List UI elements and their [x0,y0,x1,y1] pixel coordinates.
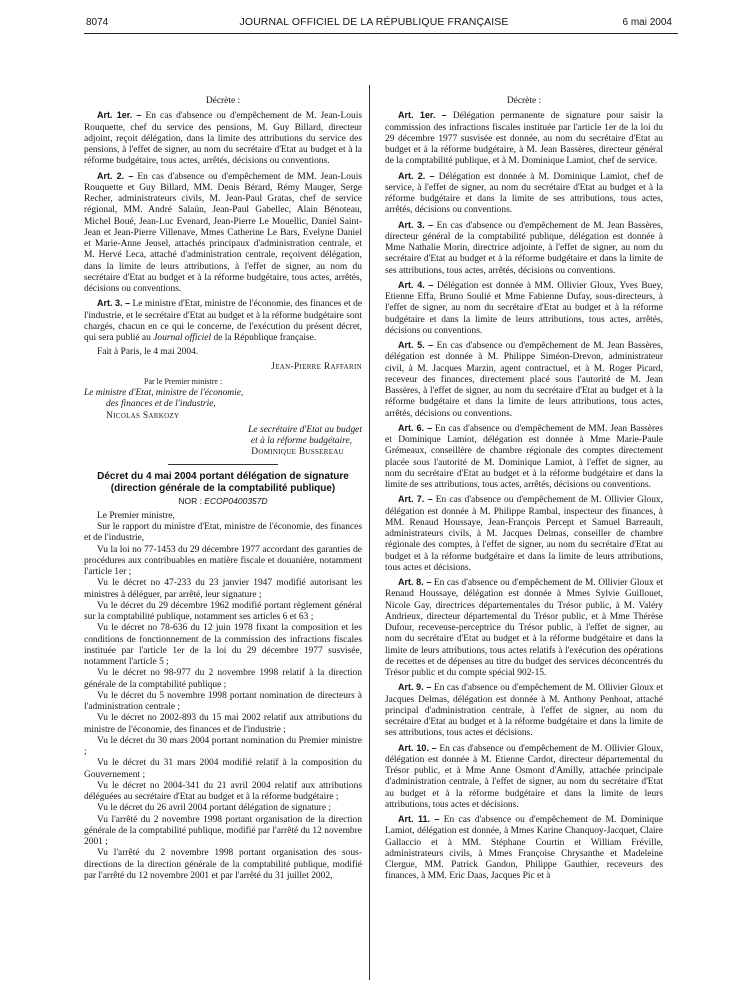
article-text: En cas d'absence ou d'empêchement de M. Jean Bassères, délégation est donnée à M. Philippe Siméon-Drevon, administrateur civil, à M. Jacques Marzin, agent contractuel, et à M. Roger Picard, receveur des finances, directement placé sous l'autorité de M. Jean Bassères, à l'effet de signer, au nom du secrétaire d'Etat au budget et à la réforme budgétaire et dans la limite de leurs attributions, tous actes, arrêtés, décisions ou conventions. [385,341,663,419]
visa-item: Vu l'arrêté du 2 novembre 1998 portant organisation des sous-directions de la direction générale de la comptabilité publique, modifié par l'arrêté du 12 novembre 2001 et par l'arrêté du 31 juillet 2002, [84,848,362,881]
header-rule [84,33,678,34]
nor-code: ECOP0400357D [204,495,268,506]
secretary-title-line-2: et à la réforme budgétaire, [250,436,352,446]
article [385,280,663,337]
article [385,494,663,574]
article [385,577,663,679]
signing-place-date: Fait à Paris, le 4 mai 2004. [97,347,199,358]
article-text: Le ministre d'Etat, ministre de l'économie, des finances et de l'industrie, et le secrétaire d'Etat au budget et à la réforme budgétaire sont chargés, chacun en ce qui le concerne, de l'exécution du présent décret, qui sera publié au [84,299,363,343]
article-1 [84,110,362,167]
visa-item: Sur le rapport du ministre d'Etat, ministre de l'économie, des finances et de l'industrie, [84,522,362,544]
article-label: Art. 3. – [398,219,434,230]
article [385,340,663,420]
article-text: En cas d'absence ou d'empêchement de M. Dominique Lamiot, délégation est donnée, à Mmes Karine Chanquoy-Jacquet, Claire Gallaccio et à MM. Stéphane Courtin et William Fréville, administrateurs civils, à Mmes Françoise Chrysanthe et Madeleine Clergue, MM. Patrick Gandon, Philippe Gauthier, receveurs des finances, à MM. Eric Daas, Jacques Pic et à [385,815,664,882]
article-label: Art. 10. – [398,742,437,753]
visa-item: Le Premier ministre, [97,510,175,521]
article [385,743,663,812]
visa-item: Vu la loi no 77-1453 du 29 décembre 1977 accordant des garanties de procédures aux contribuables en matière fiscale et douanière, notamment l'article 1er ; [84,544,362,577]
issue-date: 6 mai 2004 [622,17,672,28]
decrete-heading: Décrète : [205,96,241,106]
article-text: Délégation est donnée à MM. Ollivier Gloux, Yves Buey, Etienne Effa, Bruno Soulié et Mme Fabienne Dufay, sous-directeurs, à l'effet de signer, au nom du secrétaire d'Etat au budget et à la réforme budgétaire et dans la limite de leurs attributions, tous actes, arrêtés, décisions ou conventions. [385,280,664,336]
visa-item: Vu le décret no 78-636 du 12 juin 1978 fixant la composition et les conditions de fonctionnement de la commission des infractions fiscales instituée par l'article 1er de la loi du 29 décembre 1977 susvisée, notamment l'article 5 ; [84,623,362,667]
visa-item: Vu le décret du 31 mars 2004 modifié relatif à la composition du Gouvernement ; [84,758,362,780]
article-3 [84,298,362,344]
column-divider [369,85,370,980]
journal-title: JOURNAL OFFICIEL DE LA RÉPUBLIQUE FRANÇAISE [239,16,509,28]
nor-reference [84,496,362,507]
article-text: En cas d'absence ou d'empêchement de MM. Jean-Louis Rouquette et Guy Billard, MM. Denis Bérard, Rémy Mauger, Serge Recher, administrateurs civils, M. Jean-Paul Gratas, chef de service régional, MM. André Salaün, Jean-Paul Gabellec, Alain Bénoteau, Michel Boué, Jean-Luc Evenard, Jean-Pierre Le Mouellic, Daniel Saint-Jean et Jean-Pierre Villenave, Mmes Catherine Le Bars, Evelyne Daniel et Marie-Anne Jeusel, attachés principaux d'administration centrale, et M. Hervé Leca, attaché d'administration centrale, reçoivent délégation, dans la limite de leurs attributions, à l'effet de signer, au nom du secrétaire d'Etat au budget et à la réforme budgétaire, tous actes, arrêtés, décisions ou conventions. [84,171,362,294]
visa-item: Vu le décret du 29 décembre 1962 modifié portant règlement général sur la comptabilité publique, notamment ses articles 6 et 63 ; [84,600,362,622]
nor-label: NOR : [178,495,202,506]
article-text: En cas d'absence ou d'empêchement de M. Ollivier Gloux, délégation est donnée à M. Etienne Cardot, directeur départemental du Trésor public, et à Mme Anne Osmont d'Amilly, attachée principale d'administration centrale, à l'effet de signer, au nom du secrétaire d'Etat au budget et à la réforme budgétaire et dans la limite de leurs attributions, tous actes et décisions. [385,743,664,810]
par-le-premier-ministre: Par le Premier ministre : [144,376,223,386]
article-label: Art. 4. – [398,279,434,290]
page-number: 8074 [86,17,109,28]
visa-item: Vu le décret no 98-977 du 2 novembre 1998 relatif à la direction générale de la comptabilité publique ; [84,668,362,690]
article-label: Art. 11. – [398,814,440,824]
article-label: Art. 2. – [97,170,134,181]
article [385,171,663,217]
visa-item: Vu le décret du 5 novembre 1998 portant nomination de directeurs à l'administration centrale ; [84,690,362,712]
article-label: Art. 1er. – [398,110,447,121]
decree-title-line-1: Décret du 4 mai 2004 portant délégation de signature [97,470,349,482]
visa-item: Vu le décret no 47-233 du 23 janvier 1947 modifié autorisant les ministres à déléguer, par arrêté, leur signature ; [84,578,362,600]
article [385,814,663,883]
article [385,110,663,167]
article-2 [84,171,362,296]
article-text: En cas d'absence ou d'empêchement de M. Ollivier Gloux et Renaud Houssaye, délégation est donnée à Mmes Sylvie Guillouet, Nicole Gay, directrices départementales du Trésor public, à M. Valéry Andrieux, directeur départemental du Trésor public, et à Mme Thérèse Dufour, receveuse-perceptrice du Trésor public, à l'effet de signer, au nom du secrétaire d'Etat au budget et à la réforme budgétaire et dans la limite de leurs attributions, tous actes relatifs à l'exécution des opérations de recettes et de dépenses au titre du budget des services déconcentrés du Trésor public et du compte spécial 902-15. [385,578,664,678]
article-text: En cas d'absence ou d'empêchement de MM. Jean Bassères et Dominique Lamiot, délégation est donnée à Mme Marie-Paule Grémeaux, conseillère de chambre régionale des comptes directement placée sous l'autorité de M. Dominique Lamiot, à l'effet de signer, au nom du secrétaire d'Etat au budget et à la réforme budgétaire et dans la limite de ses attributions, tous actes, arrêtés, décisions ou conventions. [385,423,664,490]
decree-title-line-2: (direction générale de la comptabilité publique) [110,482,336,494]
article-text: En cas d'absence ou d'empêchement de M. Ollivier Gloux et Jacques Delmas, délégation est donnée à M. Anthony Penhoat, attaché principal d'administration centrale, à l'effet de signer, au nom du secrétaire d'Etat au budget et à la réforme budgétaire et dans la limite de ses attributions, tous actes et décisions. [385,683,664,739]
secretary-signature: Dominique Bussereau [251,447,344,458]
article-label: Art. 1er. – [97,110,142,121]
article-label: Art. 5. – [398,340,434,350]
journal-reference: Journal officiel [153,333,212,343]
visa-item: Vu le décret no 2002-893 du 15 mai 2002 relatif aux attributions du ministre de l'économie, des finances et de l'industrie ; [84,713,362,735]
article-label: Art. 7. – [398,494,433,505]
article-text: Délégation est donnée à M. Dominique Lamiot, chef de service, à l'effet de signer, au nom du secrétaire d'Etat au budget et à la réforme budgétaire et dans la limite de ses attributions, tous actes, arrêtés, décisions ou conventions. [385,171,664,216]
article-label: Art. 8. – [398,577,432,587]
article-label: Art. 3. – [97,298,131,309]
pm-signature: Jean-Pierre Raffarin [271,361,362,372]
left-column [84,96,362,882]
section-separator [168,464,278,465]
secretary-title-line-1: Le secrétaire d'Etat au budget [248,424,362,435]
minister-title-line-1: Le ministre d'Etat, ministre de l'économie, [84,388,244,398]
article-text: Délégation permanente de signature pour saisir la commission des infractions fiscales instituée par l'article 1er de la loi du 29 décembre 1977 susvisée est donnée, au nom du secrétaire d'Etat au budget et à la réforme budgétaire, à M. Jean Bassères, directeur général de la comptabilité publique, et à M. Dominique Lamiot, chef de service. [385,111,663,167]
minister-title-line-2: des finances et de l'industrie, [106,399,216,410]
article-text-end: de la République française. [213,333,317,343]
visa-item: Vu le décret du 26 avril 2004 portant délégation de signature ; [97,803,331,814]
article-label: Art. 6. – [398,422,433,433]
visa-list [84,511,362,882]
article-text: En cas d'absence ou d'empêchement de M. Jean Bassères, directeur général de la comptabilité publique, délégation est donnée à Mme Nathalie Morin, directrice adjointe, à l'effet de signer, au nom du secrétaire d'Etat au budget et à la réforme budgétaire et dans la limite de ses attributions, tous actes, arrêtés, décisions ou conventions. [385,220,663,276]
article-text: En cas d'absence ou d'empêchement de M. Ollivier Gloux, délégation est donnée à M. Philippe Rambal, inspecteur des finances, à MM. Renaud Houssaye, Jean-François Percept et Samuel Barreault, administrateurs civils, à M. Jacques Delmas, conseiller de chambre régionale des comptes, à l'effet de signer, au nom du secrétaire d'Etat au budget et à la réforme budgétaire et dans la limite de leurs attributions, tous actes et décisions. [385,495,664,573]
visa-item: Vu le décret no 2004-341 du 21 avril 2004 relatif aux attributions déléguées au secrétaire d'Etat au budget et à la réforme budgétaire ; [84,780,362,802]
visa-item: Vu l'arrêté du 2 novembre 1998 portant organisation de la direction générale de la comptabilité publique, modifié par l'arrêté du 12 novembre 2001 ; [84,814,362,847]
article [385,423,663,492]
article-text: En cas d'absence ou d'empêchement de M. Jean-Louis Rouquette, chef du service des pensions, M. Guy Billard, directeur adjoint, reçoit délégation, dans la limite des attributions du service des pensions, à l'effet de signer, au nom du secrétaire d'Etat au budget et à la réforme budgétaire, tous actes, arrêtés, décisions ou conventions. [84,111,363,167]
visa-item: Vu le décret du 30 mars 2004 portant nomination du Premier ministre ; [84,735,362,757]
article-label: Art. 9. – [398,682,432,693]
minister-signature: Nicolas Sarkozy [106,410,180,421]
article [385,220,663,277]
right-column [385,96,663,883]
article [385,682,663,739]
decrete-heading: Décrète : [506,96,542,106]
page-header [0,0,748,30]
article-label: Art. 2. – [398,170,435,181]
